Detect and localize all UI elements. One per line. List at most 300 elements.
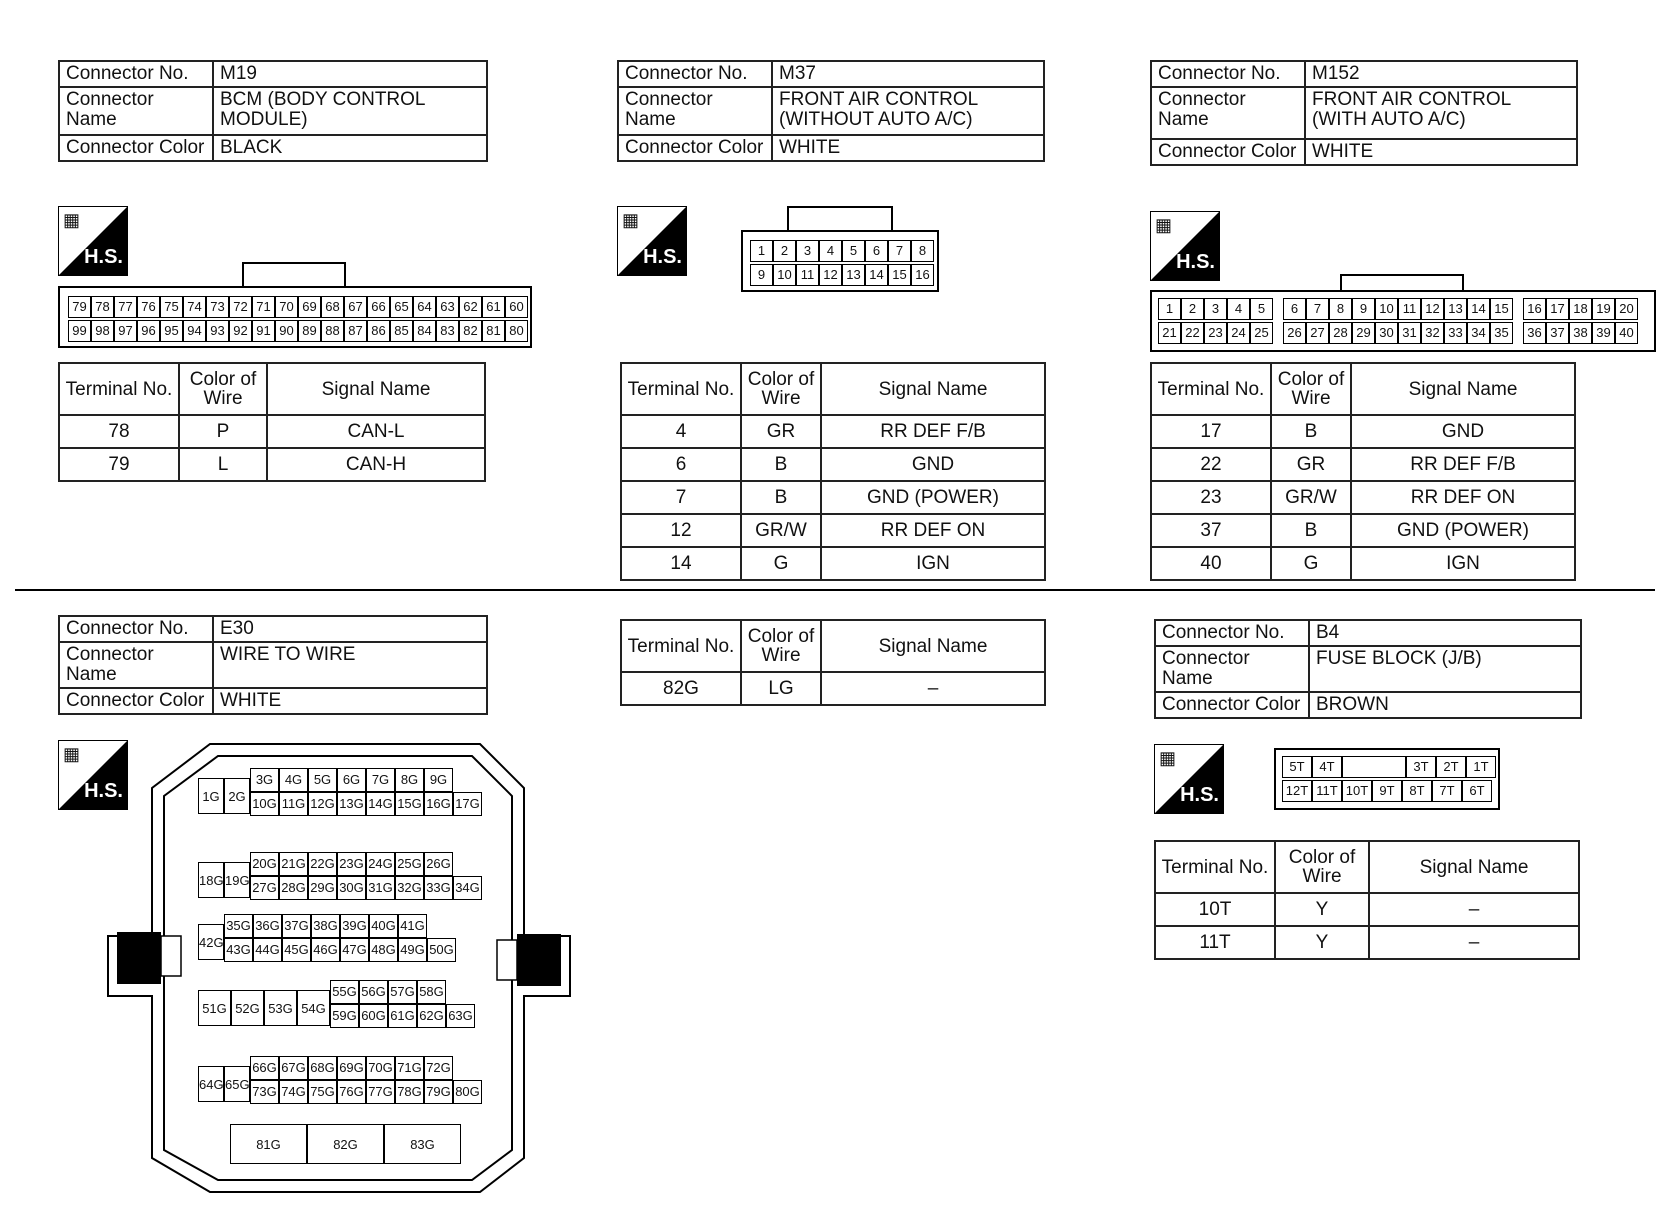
signal: CAN-H [267, 448, 485, 481]
terminal-cavity: 5 [1250, 298, 1273, 320]
terminal-cavity: 9 [750, 264, 773, 286]
terminal-cavity: 20 [1615, 298, 1638, 320]
terminal-cavity: 78G [395, 1080, 424, 1104]
harness-side-icon: ▦ [63, 744, 81, 764]
connector-name: BCM (BODY CONTROL MODULE) [213, 87, 487, 135]
terminal-cavity: 49G [398, 938, 427, 962]
terminal-cavity: 69 [298, 296, 321, 318]
terminal-cavity: 25 [1250, 322, 1273, 344]
terminal-cavity: 51G [198, 990, 231, 1026]
terminal-cavity: 5T [1282, 756, 1312, 778]
terminal-cavity: 2 [773, 240, 796, 262]
terminal-cavity: 73 [206, 296, 229, 318]
header-signal: Signal Name [267, 363, 485, 415]
terminal-cavity: 14 [865, 264, 888, 286]
hs-label: H.S. [643, 246, 682, 268]
terminal-cavity: 3T [1406, 756, 1436, 778]
m19-connector-key [242, 262, 346, 288]
terminal-cavity: 23 [1204, 322, 1227, 344]
terminal: 7 [621, 481, 741, 514]
terminal-cavity: 38 [1569, 322, 1592, 344]
terminal-cavity: 15G [395, 792, 424, 816]
terminal: 23 [1151, 481, 1271, 514]
terminal-cavity: 29G [308, 876, 337, 900]
terminal-cavity: 30G [337, 876, 366, 900]
terminal: 11T [1155, 926, 1275, 959]
b4-bottom-row [1282, 780, 1496, 802]
terminal-cavity: 70 [275, 296, 298, 318]
terminal-cavity: 93 [206, 320, 229, 342]
terminal-cavity: 32G [395, 876, 424, 900]
terminal-cavity: 40 [1615, 322, 1638, 344]
wire-color: B [741, 481, 821, 514]
terminal-cavity: 4 [819, 240, 842, 262]
terminal-cavity: 38G [311, 914, 340, 938]
terminal-cavity: 13 [1444, 298, 1467, 320]
terminal-cavity: 19G [224, 862, 250, 898]
terminal-cavity: 47G [340, 938, 369, 962]
terminal-cavity: 2T [1436, 756, 1466, 778]
terminal-cavity: 32 [1421, 322, 1444, 344]
connector-name: FUSE BLOCK (J/B) [1309, 646, 1581, 692]
terminal-cavity: 40G [369, 914, 398, 938]
terminal-cavity: 4 [1227, 298, 1250, 320]
wire-color: P [179, 415, 267, 448]
terminal-cavity: 82 [459, 320, 482, 342]
terminal-cavity: 62 [459, 296, 482, 318]
terminal-cavity: 12 [1421, 298, 1444, 320]
terminal-cavity: 26 [1283, 322, 1306, 344]
terminal-cavity: 13 [842, 264, 865, 286]
terminal-cavity: 16 [911, 264, 934, 286]
connector-color: BLACK [213, 135, 487, 161]
terminal-cavity: 46G [311, 938, 340, 962]
m37-signal-table [620, 362, 1046, 581]
header-terminal: Terminal No. [1155, 841, 1275, 893]
terminal-cavity: 22G [308, 852, 337, 876]
terminal-cavity: 33 [1444, 322, 1467, 344]
header-color: Color of Wire [1271, 363, 1351, 415]
connector-no: B4 [1309, 620, 1581, 646]
terminal-cavity: 76 [137, 296, 160, 318]
terminal-cavity: 44G [253, 938, 282, 962]
harness-side-badge [1154, 744, 1224, 814]
terminal-cavity: 20G [250, 852, 279, 876]
m152-info-table [1150, 60, 1578, 166]
label: Connector Color [1151, 139, 1305, 165]
hs-label: H.S. [1180, 784, 1219, 806]
terminal: 17 [1151, 415, 1271, 448]
terminal-cavity: 9T [1372, 780, 1402, 802]
terminal-cavity: 25G [395, 852, 424, 876]
terminal-cavity: 11 [796, 264, 819, 286]
terminal-cavity: 35 [1490, 322, 1513, 344]
header-signal: Signal Name [1369, 841, 1579, 893]
terminal-cavity: 52G [231, 990, 264, 1026]
b4-signal-table [1154, 840, 1580, 960]
connector-color: BROWN [1309, 692, 1581, 718]
signal: – [1369, 893, 1579, 926]
terminal-cavity: 63G [446, 1004, 475, 1028]
wire-color: Y [1275, 926, 1369, 959]
terminal-cavity: 79 [68, 296, 91, 318]
e30-info-table [58, 615, 488, 715]
terminal: 4 [621, 415, 741, 448]
header-color: Color of Wire [741, 363, 821, 415]
signal: RR DEF F/B [1351, 448, 1575, 481]
terminal-cavity: 56G [359, 980, 388, 1004]
terminal-cavity: 80G [453, 1080, 482, 1104]
m19-bottom-row [68, 320, 528, 342]
terminal-cavity: 87 [344, 320, 367, 342]
terminal-cavity: 92 [229, 320, 252, 342]
terminal-cavity: 12 [819, 264, 842, 286]
terminal: 12 [621, 514, 741, 547]
terminal: 82G [621, 672, 741, 705]
terminal-cavity: 58G [417, 980, 446, 1004]
m19-info-table [58, 60, 488, 162]
terminal-cavity: 97 [114, 320, 137, 342]
signal: RR DEF F/B [821, 415, 1045, 448]
e30-signal-table [620, 619, 1046, 706]
terminal-cavity: 60 [505, 296, 528, 318]
terminal-cavity: 8G [395, 768, 424, 792]
terminal-cavity: 14 [1467, 298, 1490, 320]
connector-name: WIRE TO WIRE [213, 642, 487, 688]
signal: – [1369, 926, 1579, 959]
terminal-cavity: 12T [1282, 780, 1312, 802]
header-signal: Signal Name [1351, 363, 1575, 415]
header-color: Color of Wire [741, 620, 821, 672]
terminal-cavity: 21G [279, 852, 308, 876]
terminal-cavity: 76G [337, 1080, 366, 1104]
terminal-cavity: 35G [224, 914, 253, 938]
terminal: 10T [1155, 893, 1275, 926]
m152-signal-table [1150, 362, 1576, 581]
terminal-cavity: 28G [279, 876, 308, 900]
harness-side-badge [58, 206, 128, 276]
terminal-cavity: 37G [282, 914, 311, 938]
terminal-cavity: 71G [395, 1056, 424, 1080]
terminal-cavity: 34 [1467, 322, 1490, 344]
wire-color: LG [741, 672, 821, 705]
wire-color: B [741, 448, 821, 481]
terminal-cavity: 88 [321, 320, 344, 342]
terminal-cavity: 10T [1342, 780, 1372, 802]
terminal-cavity: 37 [1546, 322, 1569, 344]
terminal-cavity: 24G [366, 852, 395, 876]
wire-color: L [179, 448, 267, 481]
terminal-cavity: 71 [252, 296, 275, 318]
terminal-cavity: 86 [367, 320, 390, 342]
harness-side-badge [617, 206, 687, 276]
connector-no: M19 [213, 61, 487, 87]
connector-no: M152 [1305, 61, 1577, 87]
terminal-cavity: 3G [250, 768, 279, 792]
terminal-cavity: 96 [137, 320, 160, 342]
terminal-cavity: 7 [888, 240, 911, 262]
b4-top-row [1282, 756, 1496, 778]
terminal-cavity: 74 [183, 296, 206, 318]
terminal-cavity: 11G [279, 792, 308, 816]
empty-cavity [1342, 756, 1406, 778]
hs-label: H.S. [84, 246, 123, 268]
label: Connector Name [618, 87, 772, 135]
terminal-cavity: 72G [424, 1056, 453, 1080]
terminal-cavity: 94 [183, 320, 206, 342]
terminal-cavity: 80 [505, 320, 528, 342]
terminal-cavity: 55G [330, 980, 359, 1004]
label: Connector Color [618, 135, 772, 161]
terminal-cavity: 28 [1329, 322, 1352, 344]
wire-color: GR/W [741, 514, 821, 547]
harness-side-icon: ▦ [622, 210, 640, 230]
terminal-cavity: 81G [230, 1124, 307, 1164]
terminal-cavity: 1T [1466, 756, 1496, 778]
terminal-cavity: 79G [424, 1080, 453, 1104]
terminal-cavity: 5G [308, 768, 337, 792]
terminal-cavity: 67G [279, 1056, 308, 1080]
terminal-cavity: 7 [1306, 298, 1329, 320]
terminal-cavity: 1 [1158, 298, 1181, 320]
hs-label: H.S. [84, 780, 123, 802]
label: Connector No. [618, 61, 772, 87]
terminal-cavity: 50G [427, 938, 456, 962]
terminal-cavity: 33G [424, 876, 453, 900]
terminal-cavity: 82G [307, 1124, 384, 1164]
terminal-cavity: 36 [1523, 322, 1546, 344]
wire-color: B [1271, 514, 1351, 547]
terminal-cavity: 64G [198, 1066, 224, 1102]
terminal-cavity: 13G [337, 792, 366, 816]
terminal-cavity: 36G [253, 914, 282, 938]
signal: RR DEF ON [1351, 481, 1575, 514]
terminal-cavity: 66 [367, 296, 390, 318]
terminal-cavity: 81 [482, 320, 505, 342]
m152-bottom-row [1158, 322, 1652, 344]
terminal-cavity: 10 [773, 264, 796, 286]
terminal-cavity: 68G [308, 1056, 337, 1080]
m37-info-table [617, 60, 1045, 162]
wire-color: B [1271, 415, 1351, 448]
connector-no: E30 [213, 616, 487, 642]
terminal-cavity: 9 [1352, 298, 1375, 320]
signal: GND [821, 448, 1045, 481]
signal: GND [1351, 415, 1575, 448]
terminal-cavity: 95 [160, 320, 183, 342]
wire-color: Y [1275, 893, 1369, 926]
terminal-cavity: 70G [366, 1056, 395, 1080]
terminal-cavity: 89 [298, 320, 321, 342]
terminal-cavity: 72 [229, 296, 252, 318]
terminal-cavity: 4G [279, 768, 308, 792]
terminal-cavity: 54G [297, 990, 330, 1026]
label: Connector Name [59, 642, 213, 688]
terminal-cavity: 5 [842, 240, 865, 262]
terminal-cavity: 91 [252, 320, 275, 342]
terminal-cavity: 39G [340, 914, 369, 938]
terminal-cavity: 18G [198, 862, 224, 898]
terminal-cavity: 10G [250, 792, 279, 816]
terminal-cavity: 84 [413, 320, 436, 342]
terminal-cavity: 6T [1462, 780, 1492, 802]
terminal-cavity: 62G [417, 1004, 446, 1028]
terminal-cavity: 27 [1306, 322, 1329, 344]
header-color: Color of Wire [1275, 841, 1369, 893]
harness-side-icon: ▦ [1155, 215, 1173, 235]
terminal-cavity: 77 [114, 296, 137, 318]
terminal-cavity: 6G [337, 768, 366, 792]
signal: – [821, 672, 1045, 705]
terminal: 14 [621, 547, 741, 580]
terminal-cavity: 66G [250, 1056, 279, 1080]
terminal-cavity: 74G [279, 1080, 308, 1104]
terminal-cavity: 22 [1181, 322, 1204, 344]
terminal-cavity: 8 [1329, 298, 1352, 320]
connector-color: WHITE [213, 688, 487, 714]
header-terminal: Terminal No. [1151, 363, 1271, 415]
terminal-cavity: 83G [384, 1124, 461, 1164]
terminal-cavity: 9G [424, 768, 453, 792]
terminal-cavity: 6 [1283, 298, 1306, 320]
terminal-cavity: 64 [413, 296, 436, 318]
terminal-cavity: 31 [1398, 322, 1421, 344]
header-terminal: Terminal No. [59, 363, 179, 415]
terminal: 22 [1151, 448, 1271, 481]
harness-side-icon: ▦ [63, 210, 81, 230]
terminal-cavity: 21 [1158, 322, 1181, 344]
header-signal: Signal Name [821, 620, 1045, 672]
label: Connector Name [1151, 87, 1305, 139]
terminal-cavity: 14G [366, 792, 395, 816]
header-color: Color of Wire [179, 363, 267, 415]
connector-name: FRONT AIR CONTROL (WITHOUT AUTO A/C) [772, 87, 1044, 135]
hs-label: H.S. [1176, 251, 1215, 273]
terminal-cavity: 77G [366, 1080, 395, 1104]
terminal-cavity: 8T [1402, 780, 1432, 802]
terminal-cavity: 99 [68, 320, 91, 342]
terminal-cavity: 98 [91, 320, 114, 342]
label: Connector No. [1155, 620, 1309, 646]
header-signal: Signal Name [821, 363, 1045, 415]
terminal: 37 [1151, 514, 1271, 547]
terminal-cavity: 39 [1592, 322, 1615, 344]
terminal-cavity: 45G [282, 938, 311, 962]
b4-info-table [1154, 619, 1582, 719]
terminal-cavity: 63 [436, 296, 459, 318]
terminal-cavity: 65 [390, 296, 413, 318]
m152-top-row [1158, 298, 1652, 320]
terminal-cavity: 83 [436, 320, 459, 342]
terminal-cavity: 15 [888, 264, 911, 286]
terminal-cavity: 24 [1227, 322, 1250, 344]
terminal-cavity: 18 [1569, 298, 1592, 320]
terminal-cavity: 12G [308, 792, 337, 816]
label: Connector No. [1151, 61, 1305, 87]
signal: RR DEF ON [821, 514, 1045, 547]
terminal-cavity: 1 [750, 240, 773, 262]
m19-top-row [68, 296, 528, 318]
label: Connector No. [59, 61, 213, 87]
terminal-cavity: 65G [224, 1066, 250, 1102]
terminal-cavity: 61 [482, 296, 505, 318]
terminal-cavity: 42G [198, 924, 224, 960]
m19-signal-table [58, 362, 486, 482]
m37-top-row [750, 240, 934, 262]
terminal-cavity: 34G [453, 876, 482, 900]
terminal-cavity: 75 [160, 296, 183, 318]
label: Connector No. [59, 616, 213, 642]
terminal-cavity: 3 [1204, 298, 1227, 320]
terminal-cavity: 6 [865, 240, 888, 262]
signal: IGN [821, 547, 1045, 580]
harness-side-icon: ▦ [1159, 748, 1177, 768]
label: Connector Color [59, 688, 213, 714]
terminal-cavity: 41G [398, 914, 427, 938]
terminal-cavity: 61G [388, 1004, 417, 1028]
wire-color: G [741, 547, 821, 580]
header-terminal: Terminal No. [621, 620, 741, 672]
terminal-cavity: 1G [198, 778, 224, 814]
section-divider [15, 589, 1655, 591]
terminal-cavity: 68 [321, 296, 344, 318]
label: Connector Color [1155, 692, 1309, 718]
terminal-cavity: 85 [390, 320, 413, 342]
terminal-cavity: 29 [1352, 322, 1375, 344]
signal: CAN-L [267, 415, 485, 448]
terminal-cavity: 53G [264, 990, 297, 1026]
terminal-cavity: 4T [1312, 756, 1342, 778]
wire-color: G [1271, 547, 1351, 580]
connector-color: WHITE [1305, 139, 1577, 165]
terminal-cavity: 16G [424, 792, 453, 816]
wire-color: GR/W [1271, 481, 1351, 514]
terminal-cavity: 17 [1546, 298, 1569, 320]
terminal-cavity: 3 [796, 240, 819, 262]
m152-connector-key [1340, 274, 1464, 292]
terminal-cavity: 7G [366, 768, 395, 792]
terminal-cavity: 2G [224, 778, 250, 814]
terminal-cavity: 30 [1375, 322, 1398, 344]
terminal-cavity: 2 [1181, 298, 1204, 320]
terminal-cavity: 17G [453, 792, 482, 816]
signal: GND (POWER) [1351, 514, 1575, 547]
terminal-cavity: 27G [250, 876, 279, 900]
connector-no: M37 [772, 61, 1044, 87]
terminal-cavity: 75G [308, 1080, 337, 1104]
signal: GND (POWER) [821, 481, 1045, 514]
connector-color: WHITE [772, 135, 1044, 161]
header-terminal: Terminal No. [621, 363, 741, 415]
m37-bottom-row [750, 264, 934, 286]
m37-connector-key [787, 206, 893, 232]
terminal-cavity: 73G [250, 1080, 279, 1104]
terminal-cavity: 78 [91, 296, 114, 318]
label: Connector Color [59, 135, 213, 161]
terminal-cavity: 19 [1592, 298, 1615, 320]
terminal-cavity: 67 [344, 296, 367, 318]
terminal-cavity: 10 [1375, 298, 1398, 320]
harness-side-badge [1150, 211, 1220, 281]
terminal-cavity: 31G [366, 876, 395, 900]
terminal-cavity: 69G [337, 1056, 366, 1080]
terminal-cavity: 48G [369, 938, 398, 962]
terminal-cavity: 90 [275, 320, 298, 342]
wire-color: GR [1271, 448, 1351, 481]
terminal-cavity: 57G [388, 980, 417, 1004]
terminal-cavity: 60G [359, 1004, 388, 1028]
terminal-cavity: 59G [330, 1004, 359, 1028]
